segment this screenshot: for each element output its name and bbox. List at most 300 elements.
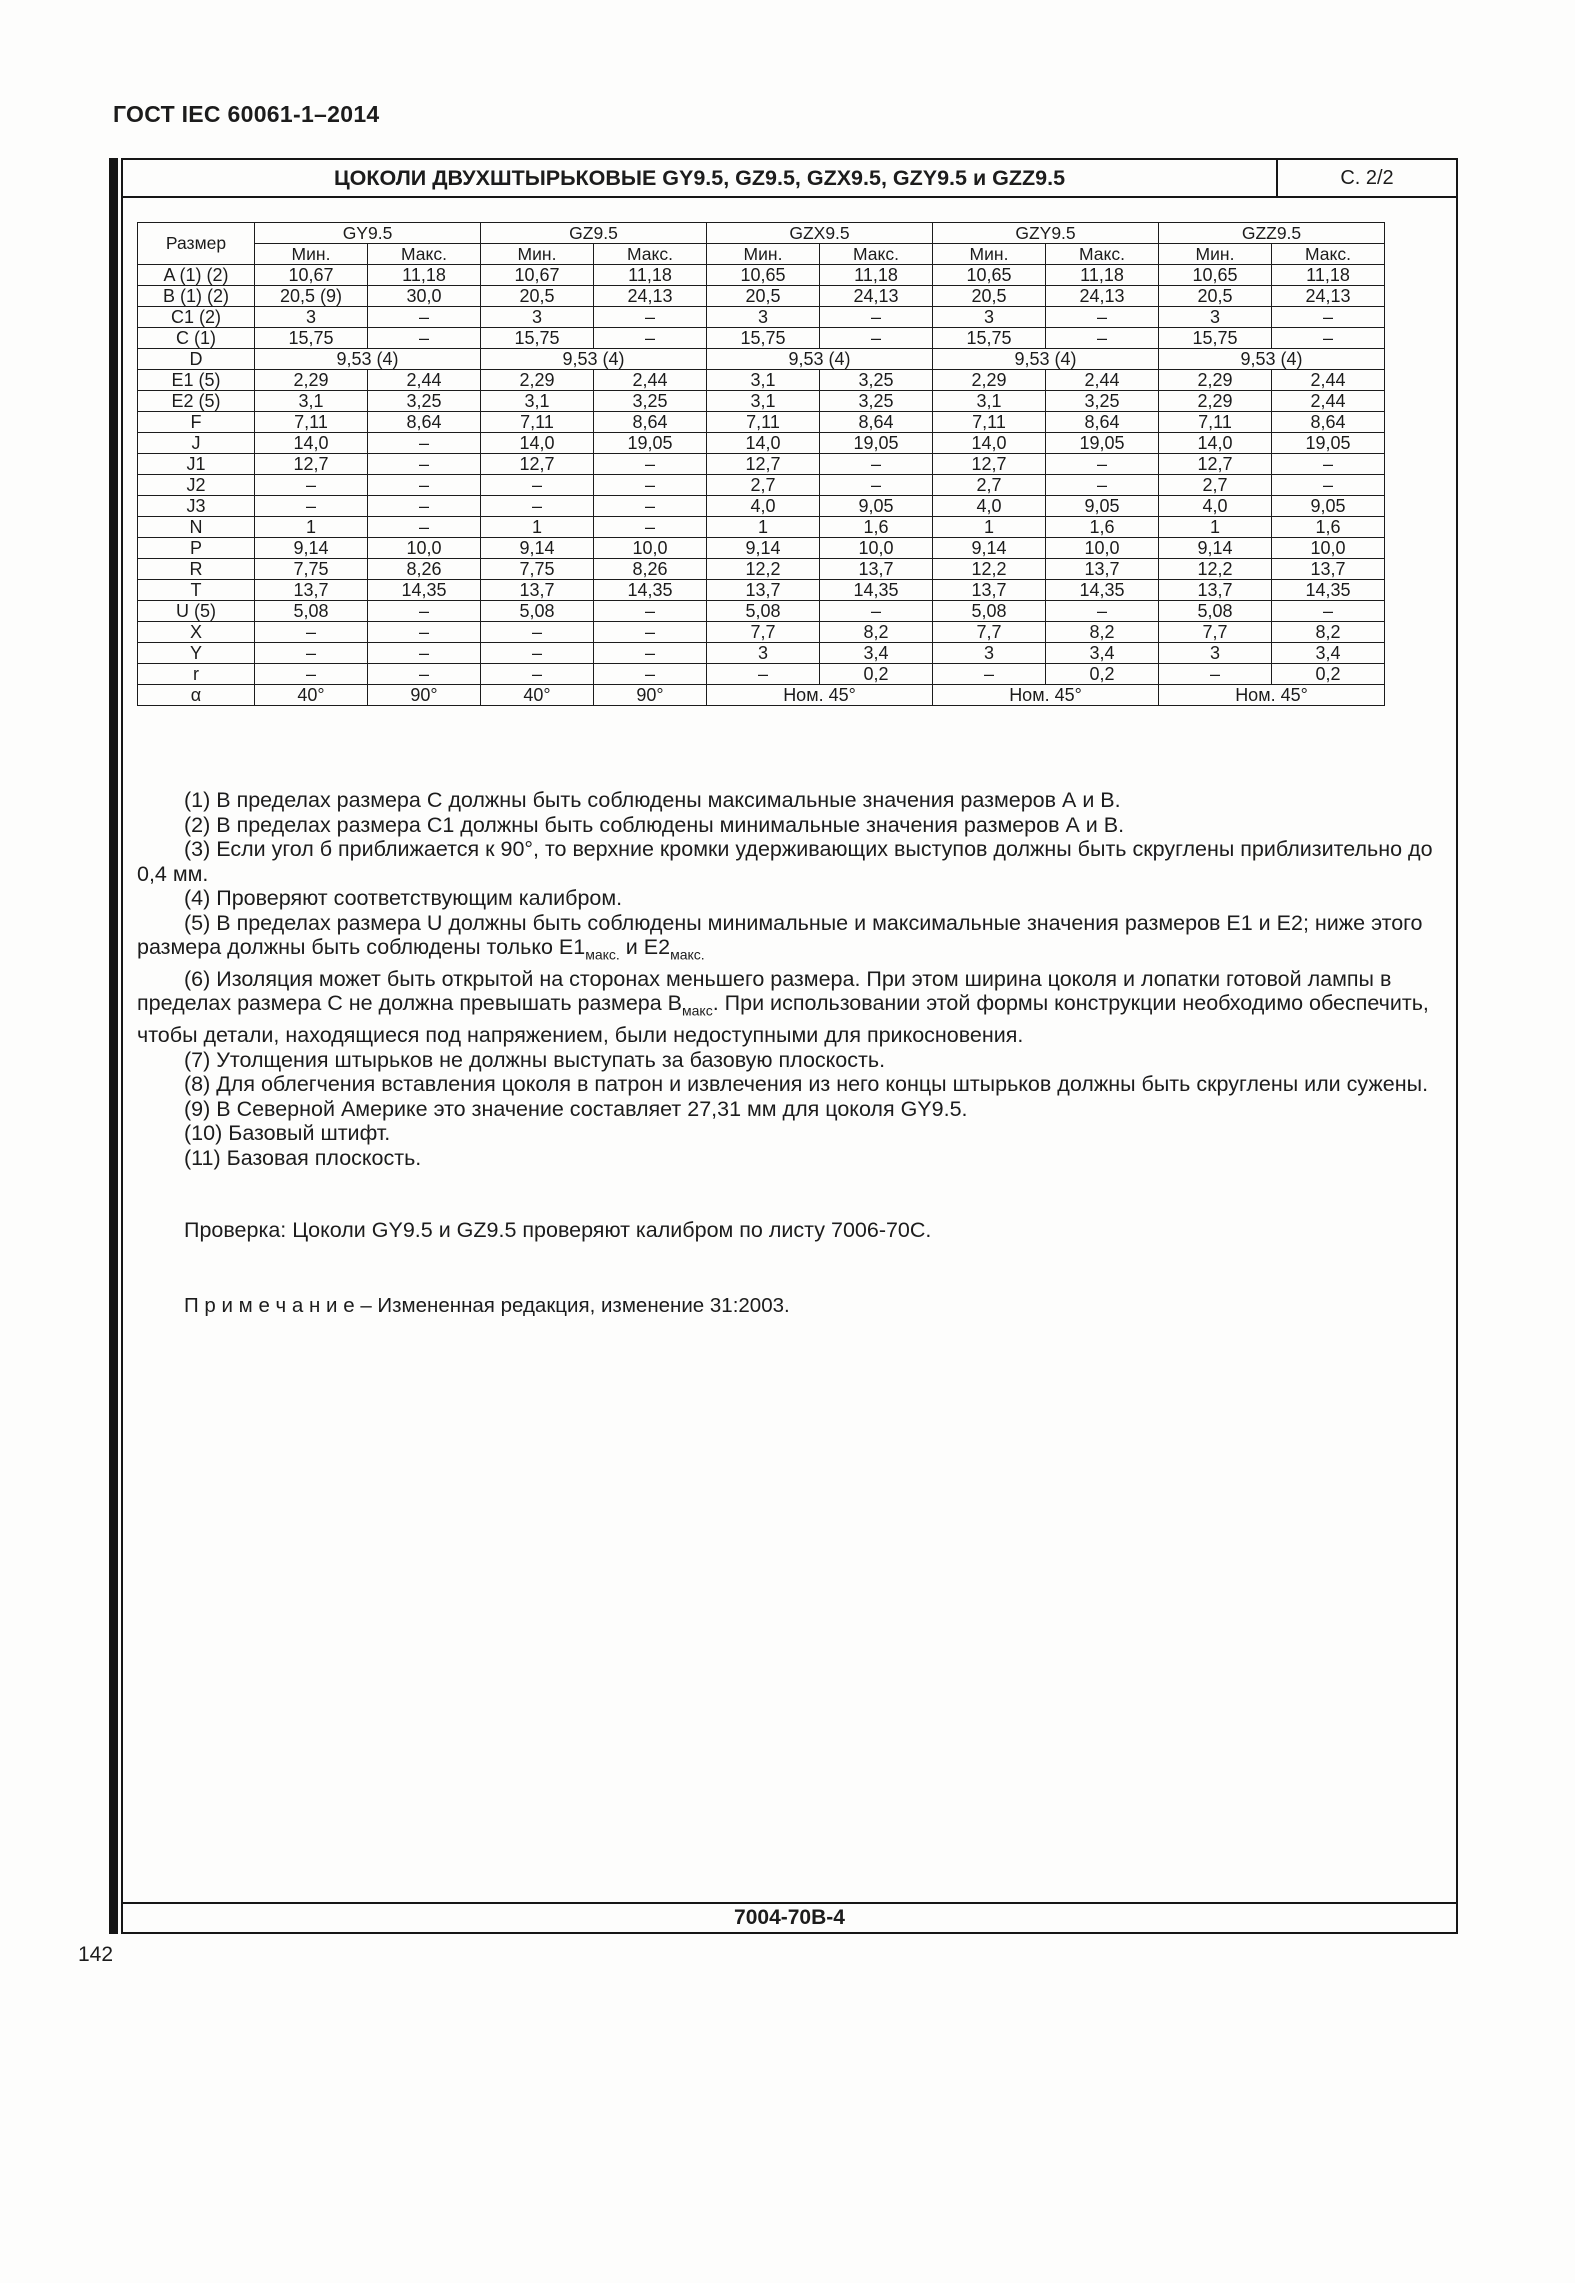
dimension-value: Ном. 45° [933, 685, 1159, 706]
dimension-value: 7,11 [707, 412, 820, 433]
dimension-value: – [1046, 601, 1159, 622]
dimension-value: – [368, 307, 481, 328]
dimension-value: 14,0 [1159, 433, 1272, 454]
dimension-value: 7,11 [481, 412, 594, 433]
dimension-value: – [1272, 307, 1385, 328]
note-paragraph [137, 911, 1445, 967]
table-row [138, 685, 1385, 706]
dimension-value: 10,65 [707, 265, 820, 286]
note-text-segment: (4) Проверяют соответствующим калибром. [184, 886, 623, 910]
dimension-value: 9,05 [820, 496, 933, 517]
dimension-value: – [594, 307, 707, 328]
dimension-value: 3,1 [933, 391, 1046, 412]
dimension-value: 5,08 [255, 601, 368, 622]
dimension-value: 20,5 [707, 286, 820, 307]
dimension-label: D [138, 349, 255, 370]
dimension-value: 0,2 [1272, 664, 1385, 685]
table-row [138, 391, 1385, 412]
note-text-segment: (9) В Северной Америке это значение составляет 27,31 мм для цоколя GY9.5. [184, 1096, 968, 1121]
dimension-value: 13,7 [820, 559, 933, 580]
dimension-value: 13,7 [1272, 559, 1385, 580]
dimension-value: 8,64 [368, 412, 481, 433]
table-row [138, 286, 1385, 307]
note-paragraph [137, 813, 1445, 838]
page-number: 142 [78, 1943, 114, 1966]
dimension-value: – [594, 496, 707, 517]
dimension-value: 12,7 [933, 454, 1046, 475]
dimension-value: 13,7 [707, 580, 820, 601]
table-row [138, 412, 1385, 433]
dimension-value: – [368, 328, 481, 349]
table-head [138, 223, 1385, 265]
dimension-value: 5,08 [933, 601, 1046, 622]
dimension-value: 3,4 [1272, 643, 1385, 664]
dimension-value: 8,64 [1272, 412, 1385, 433]
dimension-value: 10,0 [820, 538, 933, 559]
cap-type-header: GZ9.5 [481, 223, 707, 244]
dimension-value: 12,2 [1159, 559, 1272, 580]
dimension-label: C1 (2) [138, 307, 255, 328]
dimension-value: – [1272, 454, 1385, 475]
dimension-value: 11,18 [1272, 265, 1385, 286]
note-label: П р и м е ч а н и е [184, 1294, 355, 1317]
note-text-segment: (1) В пределах размера С должны быть соблюдены максимальные значения размеров А и В. [184, 788, 1121, 812]
dimension-value: 24,13 [594, 286, 707, 307]
dimension-value: 9,53 (4) [707, 349, 933, 370]
dimension-value: 13,7 [255, 580, 368, 601]
dimension-value: 3 [1159, 307, 1272, 328]
dimension-label: α [138, 685, 255, 706]
dimension-value: 15,75 [933, 328, 1046, 349]
dimension-value: 3,4 [820, 643, 933, 664]
dimension-value: – [820, 454, 933, 475]
dimension-value: – [368, 496, 481, 517]
dimension-value: 5,08 [1159, 601, 1272, 622]
dimension-value: – [933, 664, 1046, 685]
dimension-value: 2,29 [1159, 391, 1272, 412]
dimension-value: 4,0 [1159, 496, 1272, 517]
sheet-title: ЦОКОЛИ ДВУХШТЫРЬКОВЫЕ GY9.5, GZ9.5, GZX9.5, GZY9.5 и GZZ9.5 [333, 165, 1066, 190]
dimension-value: 7,11 [933, 412, 1046, 433]
max-header: Макс. [1046, 244, 1159, 265]
dimension-value: – [481, 475, 594, 496]
dimension-value: 12,2 [933, 559, 1046, 580]
dimension-value: 9,05 [1272, 496, 1385, 517]
table-row [138, 622, 1385, 643]
table-row [138, 601, 1385, 622]
dimension-value: 20,5 [481, 286, 594, 307]
table-row [138, 517, 1385, 538]
dimension-value: – [594, 622, 707, 643]
dimension-value: 8,64 [594, 412, 707, 433]
dimension-value: – [368, 475, 481, 496]
table-row [138, 433, 1385, 454]
dimension-value: – [594, 643, 707, 664]
note-paragraph [137, 788, 1445, 813]
dimension-value: 14,0 [481, 433, 594, 454]
dimension-value: – [481, 664, 594, 685]
dimension-value: 10,67 [255, 265, 368, 286]
note-subscript: макс. [670, 946, 705, 963]
dimension-value: 14,35 [594, 580, 707, 601]
dimension-value: 8,26 [594, 559, 707, 580]
dimension-value: 9,53 (4) [481, 349, 707, 370]
dimension-label: T [138, 580, 255, 601]
cap-type-header: GZY9.5 [933, 223, 1159, 244]
dimension-value: 20,5 [933, 286, 1046, 307]
dimension-value: 40° [481, 685, 594, 706]
note-text-segment: (5) В пределах размера U должны быть соблюдены минимальные и максимальные значения размеров Е1 и Е2; ниже этого размера должны быть соблюдены только Е1 [137, 910, 1423, 959]
dimension-value: 14,0 [933, 433, 1046, 454]
dimension-value: – [594, 475, 707, 496]
dimension-value: 3 [255, 307, 368, 328]
dimension-value: 10,0 [1046, 538, 1159, 559]
table-group-header-row [138, 223, 1385, 244]
dimension-value: 10,67 [481, 265, 594, 286]
dimension-value: 13,7 [481, 580, 594, 601]
dimension-value: 3,4 [1046, 643, 1159, 664]
dimension-value: 1 [1159, 517, 1272, 538]
dimension-value: 1,6 [1046, 517, 1159, 538]
dimension-label: R [138, 559, 255, 580]
dimension-value: 3,25 [368, 391, 481, 412]
max-header: Макс. [368, 244, 481, 265]
notes-section [137, 788, 1445, 1170]
note-text-segment: (7) Утолщения штырьков не должны выступать за базовую плоскость. [184, 1047, 886, 1072]
note-paragraph [137, 886, 1445, 911]
dimension-label: Y [138, 643, 255, 664]
dimension-value: 10,0 [1272, 538, 1385, 559]
min-header: Мин. [481, 244, 594, 265]
dimension-value: 90° [594, 685, 707, 706]
dimension-value: 11,18 [1046, 265, 1159, 286]
dimension-value: 11,18 [368, 265, 481, 286]
dimension-value: 19,05 [820, 433, 933, 454]
dimension-value: 4,0 [707, 496, 820, 517]
dimension-label: C (1) [138, 328, 255, 349]
cap-type-header: GZX9.5 [707, 223, 933, 244]
min-header: Мин. [255, 244, 368, 265]
note-text-segment: (3) Если угол б приближается к 90°, то верхние кромки удерживающих выступов должны быть скруглены приблизительно до 0,4 мм. [137, 837, 1433, 886]
dimension-value: 7,7 [933, 622, 1046, 643]
table-row [138, 664, 1385, 685]
dimension-value: 5,08 [707, 601, 820, 622]
note-text-segment: (11) Базовая плоскость. [184, 1145, 422, 1170]
dimension-value: 9,14 [933, 538, 1046, 559]
dimension-value: 3 [1159, 643, 1272, 664]
dimension-value: 13,7 [1046, 559, 1159, 580]
table-row [138, 643, 1385, 664]
note-text-segment: (10) Базовый штифт. [184, 1121, 391, 1146]
dimension-value: – [820, 307, 933, 328]
dimension-value: 7,7 [707, 622, 820, 643]
dimension-value: 9,53 (4) [1159, 349, 1385, 370]
dimension-value: 8,64 [1046, 412, 1159, 433]
dimension-value: – [1046, 475, 1159, 496]
dimension-value: 12,7 [707, 454, 820, 475]
dimension-value: 19,05 [594, 433, 707, 454]
dimension-value: 2,7 [1159, 475, 1272, 496]
dimension-value: 20,5 [1159, 286, 1272, 307]
dimension-value: 2,44 [1272, 391, 1385, 412]
dimension-value: 12,7 [1159, 454, 1272, 475]
note-text-segment: и Е2 [619, 935, 671, 959]
dimension-value: 14,0 [707, 433, 820, 454]
dimension-value: 1 [933, 517, 1046, 538]
dimension-value: 3,1 [707, 370, 820, 391]
dimension-value: 2,7 [933, 475, 1046, 496]
max-header: Макс. [594, 244, 707, 265]
dimension-value: 7,75 [255, 559, 368, 580]
dimension-value: 3 [481, 307, 594, 328]
note-subscript: макс. [585, 946, 620, 963]
size-column-header: Размер [138, 223, 255, 265]
note-text-segment: (6) Изоляция может быть открытой на сторонах меньшего размера. При этом ширина цоколя и лопатки готовой лампы в пределах размера С не должна превышать размера В [137, 966, 1392, 1016]
note-text-segment: (8) Для облегчения вставления цоколя в патрон и извлечения из него концы штырьков должны быть скруглены или сужены. [184, 1072, 1429, 1097]
dimension-value: 3 [707, 307, 820, 328]
dimension-value: – [368, 517, 481, 538]
note-paragraph [137, 967, 1445, 1048]
dimension-value: 9,14 [707, 538, 820, 559]
dimension-value: 19,05 [1046, 433, 1159, 454]
sheet-number: 7004-70В-4 [734, 1906, 845, 1929]
dimension-value: – [368, 643, 481, 664]
min-header: Мин. [933, 244, 1046, 265]
dimension-value: 3 [933, 643, 1046, 664]
dimension-value: – [594, 328, 707, 349]
table-row [138, 496, 1385, 517]
table-row [138, 349, 1385, 370]
table-row [138, 538, 1385, 559]
dimension-value: 11,18 [594, 265, 707, 286]
dimension-value: 30,0 [368, 286, 481, 307]
dimension-value: – [1272, 601, 1385, 622]
dimension-value: 10,0 [594, 538, 707, 559]
table-row [138, 328, 1385, 349]
dimension-value: 14,35 [1046, 580, 1159, 601]
note-paragraph [137, 1121, 1445, 1146]
dimension-value: 3,25 [594, 391, 707, 412]
dimension-label: J1 [138, 454, 255, 475]
dimension-value: 15,75 [1159, 328, 1272, 349]
table-row [138, 475, 1385, 496]
dimension-value: – [255, 622, 368, 643]
note-text-segment: (2) В пределах размера С1 должны быть соблюдены минимальные значения размеров А и В. [184, 812, 1125, 837]
dimension-value: – [368, 664, 481, 685]
dimension-value: 15,75 [707, 328, 820, 349]
dimension-value: 1,6 [820, 517, 933, 538]
dimension-value: 9,53 (4) [255, 349, 481, 370]
dimension-value: 3,1 [255, 391, 368, 412]
dimension-value: – [368, 622, 481, 643]
table-row [138, 265, 1385, 286]
dimension-value: – [594, 454, 707, 475]
dimension-value: 9,14 [255, 538, 368, 559]
table-row [138, 580, 1385, 601]
dimension-value: – [481, 496, 594, 517]
dimension-value: – [820, 601, 933, 622]
dimension-value: 8,64 [820, 412, 933, 433]
dimension-value: 90° [368, 685, 481, 706]
table-row [138, 559, 1385, 580]
cap-type-header: GY9.5 [255, 223, 481, 244]
dimension-value: 12,7 [255, 454, 368, 475]
dimension-value: Ном. 45° [707, 685, 933, 706]
dimension-value: 2,44 [594, 370, 707, 391]
dimension-value: – [594, 664, 707, 685]
note-paragraph [137, 1048, 1445, 1073]
standard-designation: ГОСТ IEC 60061-1–2014 [113, 101, 380, 127]
note-subscript: макс [682, 1002, 713, 1019]
dimension-label: F [138, 412, 255, 433]
dimension-value: 1,6 [1272, 517, 1385, 538]
dimension-value: 8,2 [820, 622, 933, 643]
dimension-value: 10,65 [1159, 265, 1272, 286]
dimension-value: 40° [255, 685, 368, 706]
sheet-frame [121, 158, 1458, 1934]
dimension-value: Ном. 45° [1159, 685, 1385, 706]
dimension-label: A (1) (2) [138, 265, 255, 286]
note-paragraph [137, 1146, 1445, 1171]
dimension-value: – [481, 643, 594, 664]
sheet-title-row [123, 160, 1456, 198]
dimension-value: 0,2 [1046, 664, 1159, 685]
dimension-value: – [368, 454, 481, 475]
dimension-value: 3,25 [1046, 391, 1159, 412]
dimension-value: 2,29 [481, 370, 594, 391]
dimension-value: – [820, 475, 933, 496]
dimension-value: 3,1 [481, 391, 594, 412]
dimension-value: 14,35 [820, 580, 933, 601]
dimension-value: – [255, 475, 368, 496]
cap-type-header: GZZ9.5 [1159, 223, 1385, 244]
dimension-value: 2,44 [1272, 370, 1385, 391]
dimension-value: 1 [481, 517, 594, 538]
dimension-value: 5,08 [481, 601, 594, 622]
dimension-value: 19,05 [1272, 433, 1385, 454]
dimension-label: X [138, 622, 255, 643]
note-text-segment: . При использовании этой формы конструкции необходимо обеспечить, чтобы детали, находящиеся под напряжением, были недоступными для прикосновения. [137, 991, 1429, 1048]
dimension-value: 9,14 [1159, 538, 1272, 559]
dimension-label: J2 [138, 475, 255, 496]
dimension-label: r [138, 664, 255, 685]
table-body [138, 265, 1385, 706]
dimension-value: 24,13 [1272, 286, 1385, 307]
dimension-value: 7,75 [481, 559, 594, 580]
dimension-value: – [1272, 328, 1385, 349]
dimension-label: U (5) [138, 601, 255, 622]
dimension-label: B (1) (2) [138, 286, 255, 307]
dimension-value: 9,14 [481, 538, 594, 559]
dimension-value: 2,44 [1046, 370, 1159, 391]
dimension-value: 7,11 [1159, 412, 1272, 433]
dimension-value: 13,7 [1159, 580, 1272, 601]
dimension-value: 4,0 [933, 496, 1046, 517]
dimension-value: 13,7 [933, 580, 1046, 601]
table-row [138, 370, 1385, 391]
dimension-value: – [481, 622, 594, 643]
dimension-value: 3,1 [707, 391, 820, 412]
dimension-value: 2,7 [707, 475, 820, 496]
max-header: Макс. [820, 244, 933, 265]
dimension-value: 24,13 [820, 286, 933, 307]
dimension-value: 12,7 [481, 454, 594, 475]
dimension-value: 0,2 [820, 664, 933, 685]
dimension-value: – [368, 601, 481, 622]
dimension-value: 2,44 [368, 370, 481, 391]
dimension-value: 2,29 [255, 370, 368, 391]
dimension-value: 8,26 [368, 559, 481, 580]
dimension-value: 10,0 [368, 538, 481, 559]
table-row [138, 307, 1385, 328]
check-line: Проверка: Цоколи GY9.5 и GZ9.5 проверяют калибром по листу 7006-70С. [184, 1218, 932, 1242]
dimension-value: – [255, 664, 368, 685]
dimension-value: – [707, 664, 820, 685]
dimension-value: 14,0 [255, 433, 368, 454]
note-paragraph [137, 1072, 1445, 1097]
dimension-value: 2,29 [1159, 370, 1272, 391]
table-minmax-header-row [138, 244, 1385, 265]
dimension-value: – [255, 643, 368, 664]
dimension-label: E2 (5) [138, 391, 255, 412]
note-paragraph [137, 1097, 1445, 1122]
dimension-value: 15,75 [255, 328, 368, 349]
dimension-value: 3 [933, 307, 1046, 328]
dimension-label: P [138, 538, 255, 559]
dimension-value: 14,35 [368, 580, 481, 601]
dimension-value: 9,05 [1046, 496, 1159, 517]
dimension-value: – [1159, 664, 1272, 685]
dimension-value: 15,75 [481, 328, 594, 349]
min-header: Мин. [707, 244, 820, 265]
dimension-value: 3,25 [820, 370, 933, 391]
dimension-value: – [368, 433, 481, 454]
dimension-value: 3,25 [820, 391, 933, 412]
dimension-value: 8,2 [1046, 622, 1159, 643]
dimension-value: 14,35 [1272, 580, 1385, 601]
dimension-value: 12,2 [707, 559, 820, 580]
sheet-page-ref: С. 2/2 [1276, 160, 1456, 196]
dimension-value: 7,11 [255, 412, 368, 433]
dimension-value: 1 [707, 517, 820, 538]
dimension-value: 1 [255, 517, 368, 538]
note-paragraph [137, 837, 1445, 886]
dimension-value: 10,65 [933, 265, 1046, 286]
dimension-value: – [1046, 328, 1159, 349]
dimension-value: 24,13 [1046, 286, 1159, 307]
dimension-value: – [1046, 307, 1159, 328]
dimension-value: 2,29 [933, 370, 1046, 391]
min-header: Мин. [1159, 244, 1272, 265]
dimension-value: 20,5 (9) [255, 286, 368, 307]
table-row [138, 454, 1385, 475]
dimension-value: 11,18 [820, 265, 933, 286]
note-line [184, 1294, 790, 1318]
dimension-value: – [594, 601, 707, 622]
dimension-value: 9,53 (4) [933, 349, 1159, 370]
dimension-label: J3 [138, 496, 255, 517]
dimension-value: – [820, 328, 933, 349]
dimension-label: J [138, 433, 255, 454]
dimension-label: E1 (5) [138, 370, 255, 391]
note-text: – Измененная редакция, изменение 31:2003. [360, 1294, 790, 1317]
dimension-value: 8,2 [1272, 622, 1385, 643]
binding-edge-bar [109, 158, 118, 1934]
dimension-label: N [138, 517, 255, 538]
dimensions-table [137, 222, 1385, 706]
max-header: Макс. [1272, 244, 1385, 265]
dimension-value: 7,7 [1159, 622, 1272, 643]
